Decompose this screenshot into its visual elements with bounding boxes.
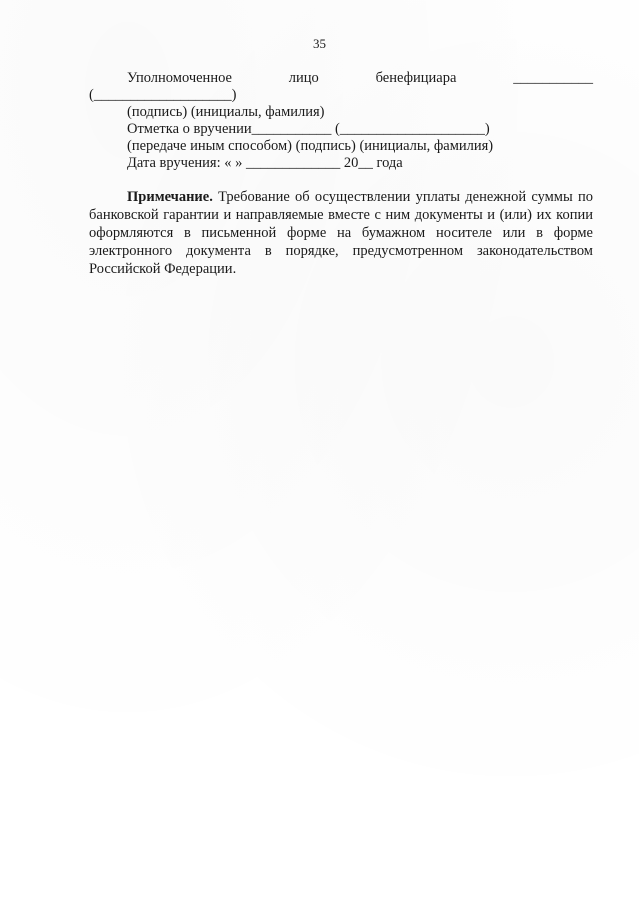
signature-blank: ___________: [513, 70, 593, 86]
word-authorized: Уполномоченное: [127, 70, 232, 86]
note-text: Требование об осуществлении уплаты денежной суммы по банковской гарантии и направляемые вместе с ним документы и (или) их копии оформляются в письменной форме на бумажном носителе или в форме электронного документа в порядке, предусмотренном законодательством Российской Федерации.: [89, 189, 593, 277]
signature-caption: (подпись) (инициалы, фамилия): [127, 104, 325, 120]
page-number: 35: [313, 36, 326, 51]
delivery-caption: (передаче иным способом) (подпись) (инициалы, фамилия): [127, 138, 494, 154]
note-paragraph: [89, 188, 593, 278]
name-blank-line: (___________________): [89, 87, 237, 103]
delivery-mark-line: Отметка о вручении___________ (____________________): [127, 121, 490, 137]
delivery-date-line: Дата вручения: « » _____________ 20__ года: [127, 155, 403, 171]
note-label: Примечание.: [127, 189, 213, 205]
word-person: лицо: [288, 70, 319, 86]
authorized-person-row: [127, 70, 593, 87]
word-beneficiary: бенефициара: [375, 70, 457, 86]
